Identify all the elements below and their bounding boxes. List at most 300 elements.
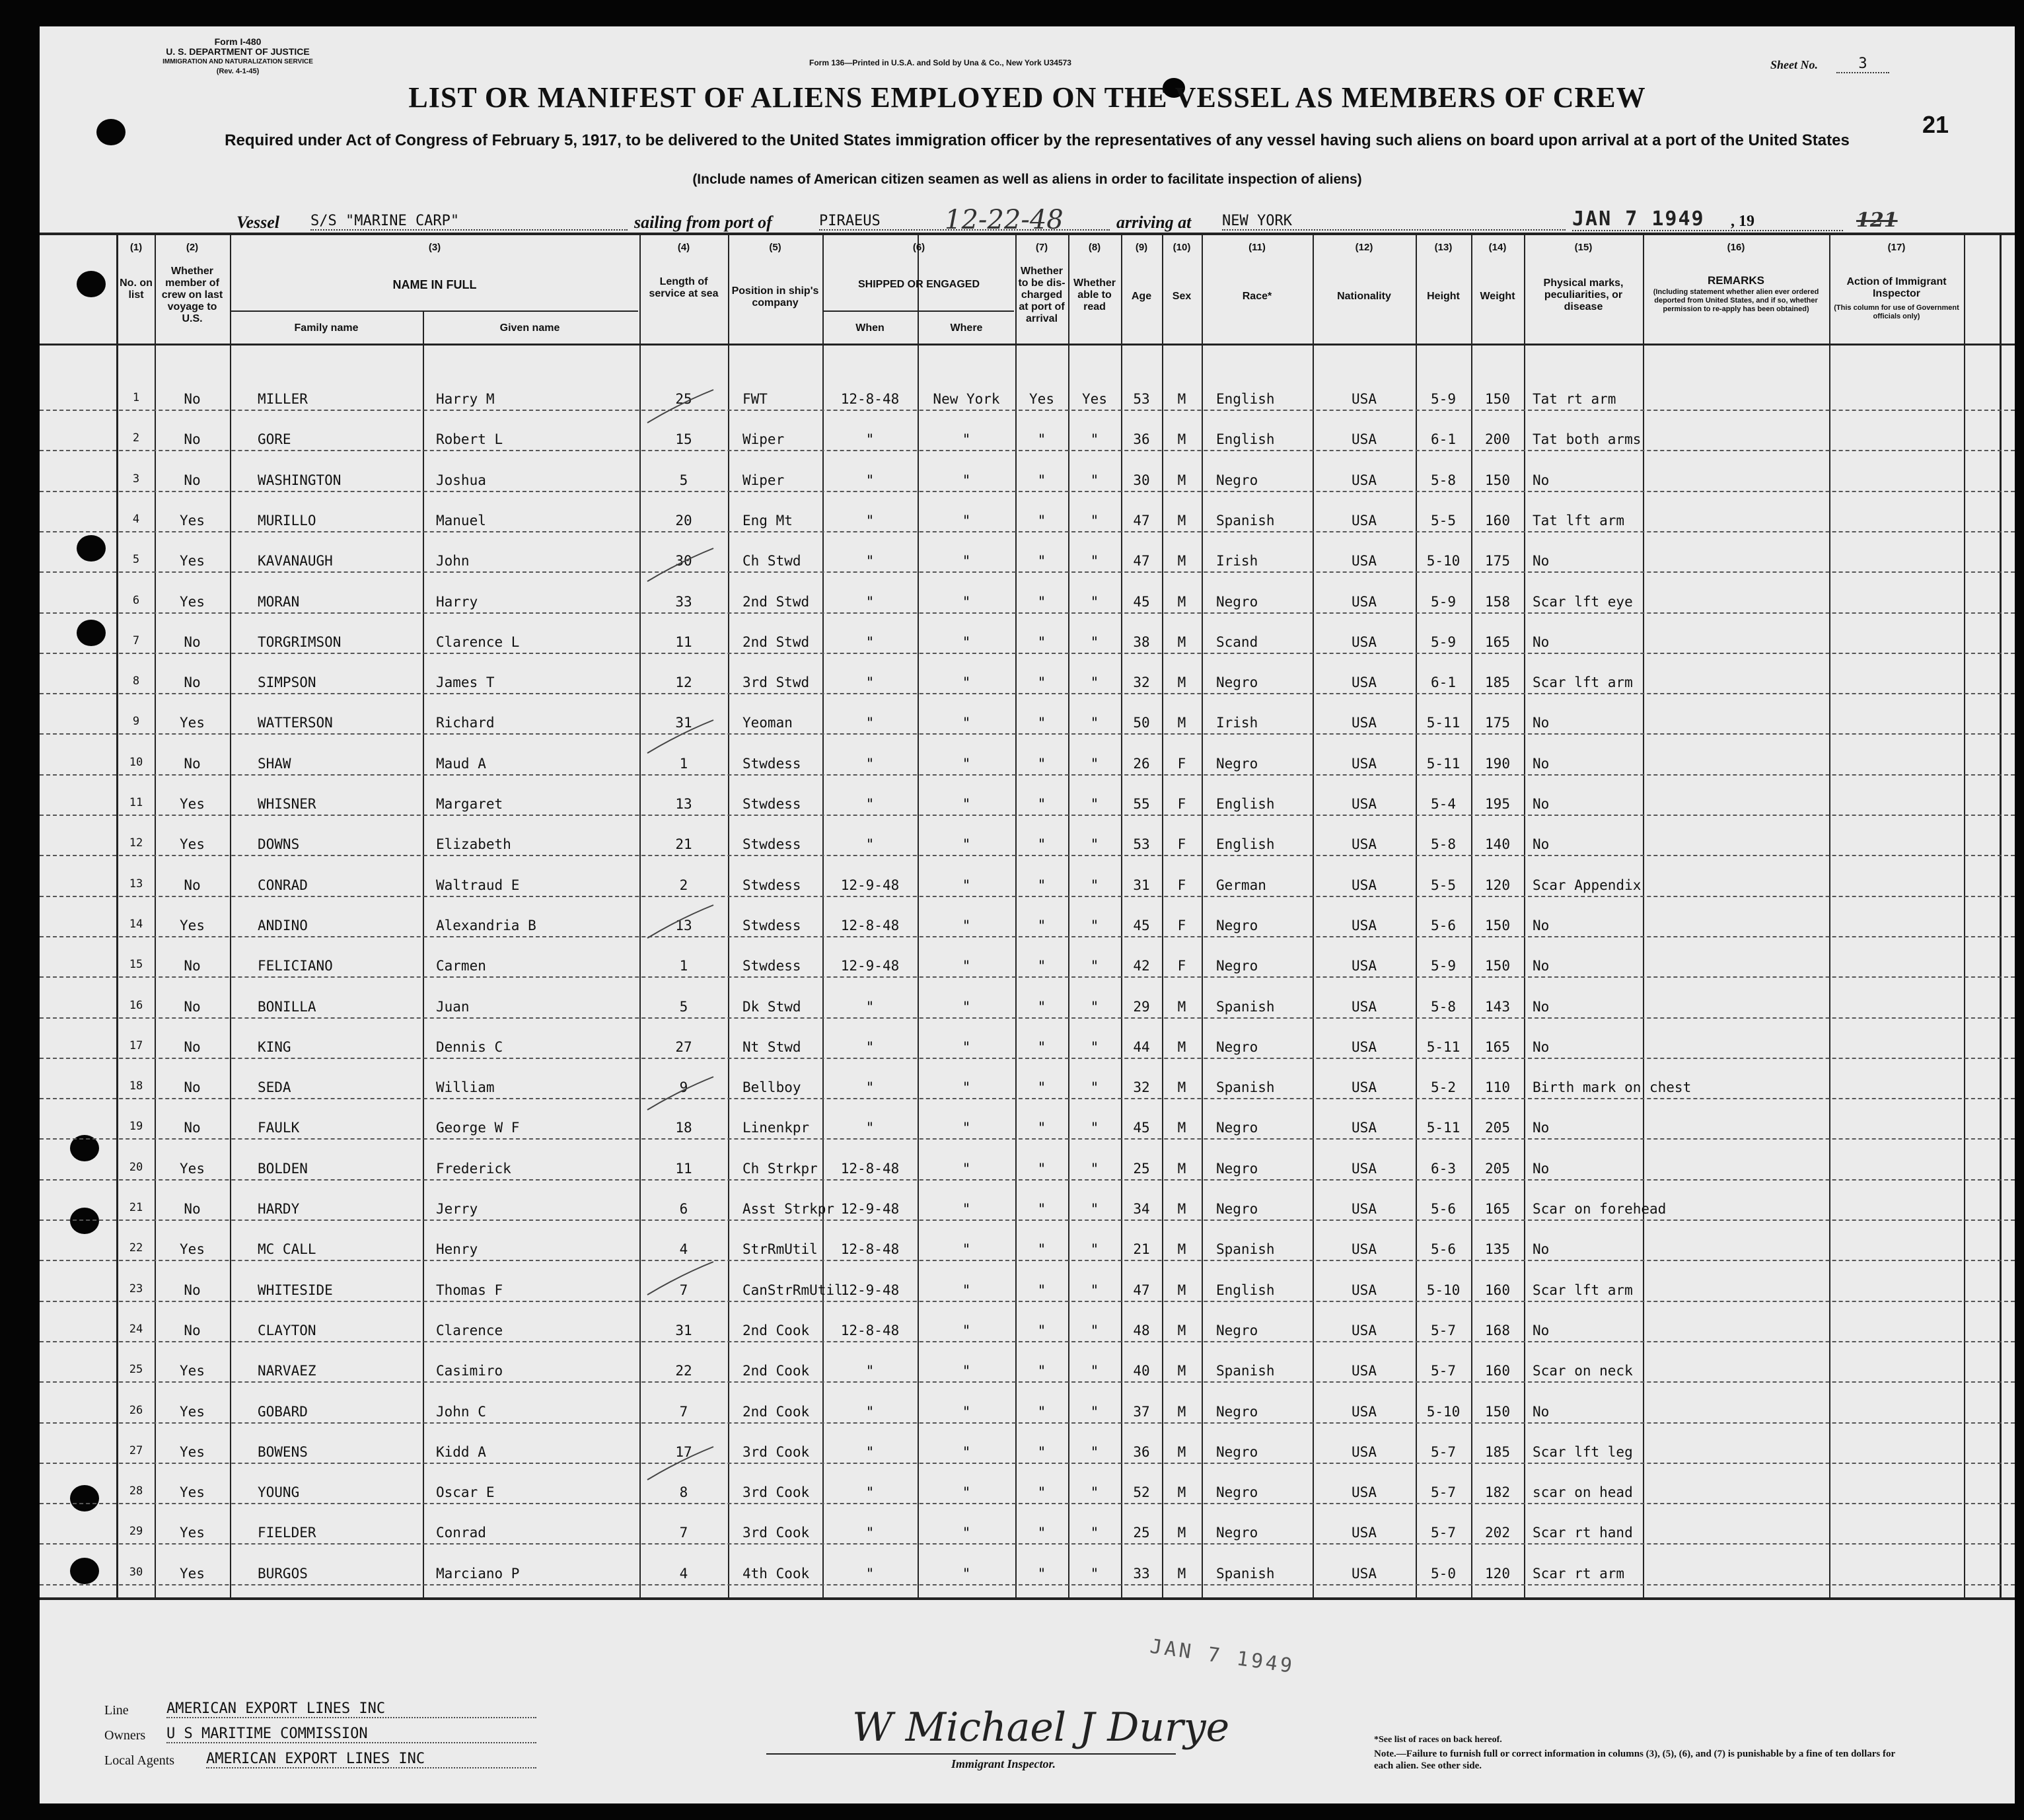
cell-marks: Scar on forehead <box>1533 1201 1667 1217</box>
cell-weight: 143 <box>1485 998 1510 1015</box>
cell-position: Eng Mt <box>742 512 793 528</box>
cell-position: 2nd Cook <box>742 1363 810 1379</box>
cell-race: Spanish <box>1216 512 1275 528</box>
cell-height: 5-2 <box>1431 1079 1456 1096</box>
cell-height: 5-11 <box>1426 1120 1461 1136</box>
column-rule <box>1524 233 1525 1597</box>
cell-family: WATTERSON <box>258 715 333 731</box>
cell-service: 2 <box>679 877 688 893</box>
cell-nationality: USA <box>1352 391 1377 407</box>
fine-note-label: Note. <box>1374 1749 1396 1759</box>
form-id-block <box>145 37 330 77</box>
col11-number: (11) <box>1248 242 1266 253</box>
cell-race: English <box>1216 431 1275 448</box>
struck-number: 121 <box>1856 209 1898 232</box>
cell-when: " <box>865 1443 875 1460</box>
cell-marks: Birth mark on chest <box>1533 1079 1692 1096</box>
cell-sex: M <box>1177 674 1186 691</box>
cell-sex: M <box>1177 1201 1186 1217</box>
cell-age: 36 <box>1133 431 1150 448</box>
cell-when: 12-8-48 <box>840 391 900 407</box>
cell-where: " <box>962 512 971 528</box>
cell-where: " <box>962 998 971 1015</box>
cell-given: Carmen <box>436 958 486 974</box>
cell-marks: No <box>1533 1403 1550 1420</box>
cell-where: " <box>962 634 971 650</box>
cell-sex: M <box>1177 1160 1186 1177</box>
cell-height: 6-3 <box>1431 1160 1456 1177</box>
row-rule <box>40 1098 2015 1099</box>
cell-where: " <box>962 755 971 772</box>
page-mark: 21 <box>1922 111 1949 138</box>
cell-crew: No <box>184 877 201 893</box>
cell-height: 5-0 <box>1431 1565 1456 1582</box>
cell-when: " <box>865 998 875 1015</box>
cell-read: Yes <box>1082 391 1107 407</box>
races-note: *See list of races on back hereof. <box>1374 1735 1502 1745</box>
cell-sex: M <box>1177 1079 1186 1096</box>
cell-nationality: USA <box>1352 1322 1377 1338</box>
cell-given: Kidd A <box>436 1443 486 1460</box>
tally-marks <box>634 383 727 1625</box>
col6-number: (6) <box>912 242 925 253</box>
cell-height: 5-9 <box>1431 958 1456 974</box>
cell-when: " <box>865 512 875 528</box>
col14-number: (14) <box>1488 242 1507 253</box>
cell-height: 5-11 <box>1426 715 1461 731</box>
cell-nationality: USA <box>1352 1160 1377 1177</box>
cell-position: Wiper <box>742 472 785 488</box>
cell-crew: Yes <box>180 917 205 933</box>
cell-sex: M <box>1177 1038 1186 1055</box>
cell-position: Yeoman <box>742 715 793 731</box>
cell-no: 21 <box>129 1201 143 1214</box>
cell-discharged: " <box>1037 472 1046 488</box>
cell-sex: F <box>1177 796 1186 812</box>
col16-header: REMARKS <box>1708 274 1764 287</box>
cell-no: 17 <box>129 1038 143 1052</box>
cell-nationality: USA <box>1352 1363 1377 1379</box>
col9-header: Age <box>1131 291 1152 302</box>
cell-no: 10 <box>129 755 143 769</box>
cell-service: 1 <box>679 755 688 772</box>
shipped-subheader-rule <box>824 310 1014 312</box>
cell-marks: Scar rt arm <box>1533 1565 1625 1582</box>
cell-given: Alexandria B <box>436 917 536 933</box>
cell-crew: Yes <box>180 796 205 812</box>
cell-discharged: " <box>1037 958 1046 974</box>
cell-service: 8 <box>679 1484 688 1501</box>
cell-no: 15 <box>129 958 143 972</box>
cell-marks: No <box>1533 796 1550 812</box>
revision: (Rev. 4-1-45) <box>216 67 260 75</box>
cell-age: 32 <box>1133 1079 1150 1096</box>
arriving-label: arriving at <box>1116 213 1192 232</box>
cell-nationality: USA <box>1352 512 1377 528</box>
cell-weight: 160 <box>1485 1363 1510 1379</box>
cell-service: 11 <box>675 634 692 650</box>
cell-discharged: " <box>1037 1241 1046 1258</box>
cell-crew: No <box>184 1201 201 1217</box>
cell-sex: M <box>1177 1565 1186 1582</box>
cell-race: English <box>1216 836 1275 853</box>
cell-given: Richard <box>436 715 495 731</box>
cell-nationality: USA <box>1352 1525 1377 1541</box>
cell-given: John <box>436 553 470 569</box>
cell-family: SHAW <box>258 755 291 772</box>
cell-height: 5-11 <box>1426 1038 1461 1055</box>
cell-position: Asst Strkpr <box>742 1201 835 1217</box>
owners-value: U S MARITIME COMMISSION <box>166 1726 536 1743</box>
cell-nationality: USA <box>1352 674 1377 691</box>
col16-number: (16) <box>1727 242 1745 253</box>
cell-weight: 110 <box>1485 1079 1510 1096</box>
cell-service: 7 <box>679 1525 688 1541</box>
cell-position: 4th Cook <box>742 1565 810 1582</box>
cell-discharged: " <box>1037 674 1046 691</box>
cell-read: " <box>1090 1241 1099 1258</box>
col3-number: (3) <box>428 242 441 253</box>
cell-height: 5-7 <box>1431 1322 1456 1338</box>
cell-no: 29 <box>129 1525 143 1539</box>
cell-discharged: " <box>1037 512 1046 528</box>
cell-race: Spanish <box>1216 1241 1275 1258</box>
cell-read: " <box>1090 1403 1099 1420</box>
col3-header: NAME IN FULL <box>392 278 477 291</box>
col5-number: (5) <box>769 242 781 253</box>
cell-weight: 135 <box>1485 1241 1510 1258</box>
cell-position: FWT <box>742 391 768 407</box>
name-subheader-rule <box>231 310 638 312</box>
cell-sex: M <box>1177 1443 1186 1460</box>
cell-family: SIMPSON <box>258 674 316 691</box>
cell-crew: Yes <box>180 715 205 731</box>
cell-discharged: " <box>1037 1565 1046 1582</box>
cell-when: " <box>865 836 875 853</box>
cell-position: StrRmUtil <box>742 1241 818 1258</box>
cell-position: 3rd Cook <box>742 1484 810 1501</box>
cell-read: " <box>1090 755 1099 772</box>
cell-given: Marciano P <box>436 1565 520 1582</box>
cell-service: 31 <box>675 715 692 731</box>
cell-crew: No <box>184 431 201 448</box>
column-rule <box>2000 233 2002 1597</box>
cell-read: " <box>1090 553 1099 569</box>
cell-weight: 205 <box>1485 1120 1510 1136</box>
cell-position: Stwdess <box>742 796 801 812</box>
cell-given: Maud A <box>436 755 486 772</box>
cell-service: 20 <box>675 512 692 528</box>
fine-note-text: —Failure to furnish full or correct information in columns (3), (5), (6), and (7) is punishable by a fine of ten dollars for each alien. See other side. <box>1374 1749 1895 1771</box>
cell-marks: No <box>1533 755 1550 772</box>
punch-hole <box>70 1485 99 1511</box>
cell-position: 2nd Cook <box>742 1322 810 1338</box>
cell-position: Stwdess <box>742 917 801 933</box>
cell-sex: M <box>1177 431 1186 448</box>
cell-nationality: USA <box>1352 836 1377 853</box>
cell-service: 15 <box>675 431 692 448</box>
cell-crew: Yes <box>180 1525 205 1541</box>
cell-crew: Yes <box>180 836 205 853</box>
cell-marks: Scar lft arm <box>1533 1282 1633 1298</box>
cell-race: Spanish <box>1216 1363 1275 1379</box>
cell-height: 5-8 <box>1431 472 1456 488</box>
cell-family: SEDA <box>258 1079 291 1096</box>
cell-crew: Yes <box>180 1565 205 1582</box>
cell-sex: M <box>1177 553 1186 569</box>
cell-position: Bellboy <box>742 1079 801 1096</box>
cell-race: Scand <box>1216 634 1258 650</box>
cell-weight: 165 <box>1485 1201 1510 1217</box>
cell-marks: No <box>1533 472 1550 488</box>
cell-position: 2nd Cook <box>742 1403 810 1420</box>
row-rule <box>40 855 2015 856</box>
sheet-number: 3 <box>1836 55 1889 73</box>
cell-when: " <box>865 715 875 731</box>
cell-weight: 120 <box>1485 1565 1510 1582</box>
cell-no: 1 <box>132 391 140 404</box>
cell-given: Jerry <box>436 1201 478 1217</box>
cell-age: 53 <box>1133 836 1150 853</box>
footer <box>40 1605 2015 1803</box>
cell-sex: M <box>1177 1363 1186 1379</box>
punch-hole <box>77 620 106 646</box>
cell-nationality: USA <box>1352 1038 1377 1055</box>
cell-nationality: USA <box>1352 1241 1377 1258</box>
cell-race: Irish <box>1216 553 1258 569</box>
sheet-label: Sheet No. <box>1770 58 1818 71</box>
cell-family: TORGRIMSON <box>258 634 342 650</box>
cell-given: Casimiro <box>436 1363 503 1379</box>
cell-where: New York <box>933 391 1000 407</box>
cell-nationality: USA <box>1352 1443 1377 1460</box>
cell-service: 25 <box>675 391 692 407</box>
col17-subheader: (This column for use of Government officials only) <box>1834 304 1959 320</box>
cell-position: Ch Stwd <box>742 553 801 569</box>
cell-marks: No <box>1533 1322 1550 1338</box>
cell-weight: 205 <box>1485 1160 1510 1177</box>
row-rule <box>40 491 2015 492</box>
cell-nationality: USA <box>1352 1079 1377 1096</box>
cell-where: " <box>962 715 971 731</box>
cell-crew: Yes <box>180 512 205 528</box>
cell-position: Stwdess <box>742 836 801 853</box>
cell-sex: F <box>1177 836 1186 853</box>
cell-sex: M <box>1177 715 1186 731</box>
cell-family: GOBARD <box>258 1403 308 1420</box>
cell-height: 5-7 <box>1431 1363 1456 1379</box>
cell-read: " <box>1090 1484 1099 1501</box>
row-rule <box>40 1422 2015 1424</box>
cell-when: " <box>865 1565 875 1582</box>
cell-discharged: " <box>1037 1363 1046 1379</box>
cell-discharged: " <box>1037 836 1046 853</box>
col6-where-header: Where <box>950 322 983 334</box>
cell-read: " <box>1090 431 1099 448</box>
cell-read: " <box>1090 1443 1099 1460</box>
cell-age: 47 <box>1133 553 1150 569</box>
cell-family: WHITESIDE <box>258 1282 333 1298</box>
cell-where: " <box>962 1565 971 1582</box>
cell-marks: No <box>1533 1241 1550 1258</box>
cell-race: Irish <box>1216 715 1258 731</box>
col3-family-header: Family name <box>294 322 359 334</box>
cell-race: Spanish <box>1216 1079 1275 1096</box>
cell-marks: Scar on neck <box>1533 1363 1633 1379</box>
line-label: Line <box>104 1703 129 1718</box>
footer-date-stamp: JAN 7 1949 <box>1148 1634 1296 1679</box>
cell-service: 4 <box>679 1565 688 1582</box>
cell-marks: No <box>1533 715 1550 731</box>
cell-marks: No <box>1533 1160 1550 1177</box>
col6-header: SHIPPED OR ENGAGED <box>857 279 980 290</box>
cell-service: 17 <box>675 1443 692 1460</box>
row-rule <box>40 571 2015 573</box>
cell-family: FAULK <box>258 1120 300 1136</box>
cell-age: 25 <box>1133 1160 1150 1177</box>
agents-label: Local Agents <box>104 1753 175 1768</box>
cell-where: " <box>962 836 971 853</box>
cell-service: 7 <box>679 1403 688 1420</box>
cell-given: Joshua <box>436 472 486 488</box>
cell-weight: 175 <box>1485 715 1510 731</box>
row-rule <box>40 1260 2015 1261</box>
cell-nationality: USA <box>1352 1120 1377 1136</box>
row-rule <box>40 1301 2015 1302</box>
cell-sex: M <box>1177 1322 1186 1338</box>
cell-height: 5-5 <box>1431 512 1456 528</box>
cell-where: " <box>962 1282 971 1298</box>
cell-family: HARDY <box>258 1201 300 1217</box>
cell-height: 5-9 <box>1431 634 1456 650</box>
cell-nationality: USA <box>1352 1484 1377 1501</box>
cell-nationality: USA <box>1352 877 1377 893</box>
cell-no: 16 <box>129 998 143 1012</box>
inspector-signature: W Michael J Durye <box>852 1704 1230 1751</box>
col16-subheader: (Including statement whether alien ever ordered deported from United States, and if so, whether permission to re-apply has been obtained) <box>1653 288 1819 313</box>
cell-weight: 200 <box>1485 431 1510 448</box>
cell-given: Clarence <box>436 1322 503 1338</box>
cell-weight: 158 <box>1485 593 1510 610</box>
cell-service: 33 <box>675 593 692 610</box>
cell-position: Stwdess <box>742 877 801 893</box>
cell-age: 37 <box>1133 1403 1150 1420</box>
cell-age: 52 <box>1133 1484 1150 1501</box>
col4-header: Length of service at sea <box>649 276 719 299</box>
col10-header: Sex <box>1172 291 1192 302</box>
cell-race: Negro <box>1216 755 1258 772</box>
table-top-rule <box>40 233 2015 235</box>
cell-crew: Yes <box>180 1443 205 1460</box>
cell-race: German <box>1216 877 1266 893</box>
cell-when: " <box>865 1038 875 1055</box>
cell-crew: Yes <box>180 553 205 569</box>
cell-nationality: USA <box>1352 1201 1377 1217</box>
cell-when: 12-9-48 <box>840 877 900 893</box>
cell-family: MURILLO <box>258 512 316 528</box>
cell-service: 21 <box>675 836 692 853</box>
row-rule <box>40 815 2015 816</box>
cell-marks: No <box>1533 998 1550 1015</box>
cell-where: " <box>962 1038 971 1055</box>
cell-age: 30 <box>1133 472 1150 488</box>
table-bottom-rule <box>40 1597 2015 1600</box>
sailing-port: PIRAEUS <box>819 213 1110 231</box>
cell-age: 32 <box>1133 674 1150 691</box>
cell-age: 44 <box>1133 1038 1150 1055</box>
date-suffix: , 19 <box>1731 213 1754 230</box>
cell-weight: 150 <box>1485 1403 1510 1420</box>
inspector-label: Immigrant Inspector. <box>951 1757 1056 1770</box>
column-rule <box>728 233 729 1597</box>
cell-age: 47 <box>1133 1282 1150 1298</box>
cell-where: " <box>962 1363 971 1379</box>
cell-discharged: " <box>1037 1201 1046 1217</box>
instruction-note: (Include names of American citizen seamen as well as aliens in order to facilitate inspection of aliens) <box>692 172 1362 187</box>
cell-height: 5-10 <box>1426 553 1461 569</box>
cell-crew: No <box>184 1322 201 1338</box>
cell-age: 53 <box>1133 391 1150 407</box>
cell-nationality: USA <box>1352 998 1377 1015</box>
cell-no: 2 <box>132 431 140 445</box>
cell-where: " <box>962 472 971 488</box>
cell-race: Negro <box>1216 917 1258 933</box>
row-rule <box>40 774 2015 776</box>
cell-discharged: " <box>1037 593 1046 610</box>
cell-crew: Yes <box>180 1241 205 1258</box>
cell-race: Spanish <box>1216 1565 1275 1582</box>
cell-height: 5-7 <box>1431 1525 1456 1541</box>
cell-age: 45 <box>1133 1120 1150 1136</box>
cell-marks: No <box>1533 1120 1550 1136</box>
cell-family: BURGOS <box>258 1565 308 1582</box>
cell-service: 5 <box>679 998 688 1015</box>
cell-where: " <box>962 917 971 933</box>
cell-weight: 150 <box>1485 391 1510 407</box>
cell-service: 5 <box>679 472 688 488</box>
cell-nationality: USA <box>1352 634 1377 650</box>
cell-height: 5-7 <box>1431 1443 1456 1460</box>
cell-family: CLAYTON <box>258 1322 316 1338</box>
service-name: IMMIGRATION AND NATURALIZATION SERVICE <box>163 58 313 65</box>
cell-nationality: USA <box>1352 472 1377 488</box>
cell-service: 4 <box>679 1241 688 1258</box>
cell-age: 25 <box>1133 1525 1150 1541</box>
cell-read: " <box>1090 1565 1099 1582</box>
cell-read: " <box>1090 917 1099 933</box>
cell-when: 12-8-48 <box>840 917 900 933</box>
col10-number: (10) <box>1173 242 1191 253</box>
col7-number: (7) <box>1035 242 1048 253</box>
row-rule <box>40 1219 2015 1221</box>
cell-marks: Scar lft leg <box>1533 1443 1633 1460</box>
cell-service: 30 <box>675 553 692 569</box>
cell-where: " <box>962 593 971 610</box>
cell-discharged: " <box>1037 1484 1046 1501</box>
cell-when: " <box>865 431 875 448</box>
cell-read: " <box>1090 1322 1099 1338</box>
cell-race: Negro <box>1216 1443 1258 1460</box>
cell-no: 3 <box>132 472 140 486</box>
cell-height: 6-1 <box>1431 431 1456 448</box>
col12-number: (12) <box>1355 242 1373 253</box>
cell-nationality: USA <box>1352 755 1377 772</box>
cell-when: 12-9-48 <box>840 1201 900 1217</box>
col4-number: (4) <box>677 242 690 253</box>
cell-position: Nt Stwd <box>742 1038 801 1055</box>
cell-service: 7 <box>679 1282 688 1298</box>
cell-where: " <box>962 1484 971 1501</box>
